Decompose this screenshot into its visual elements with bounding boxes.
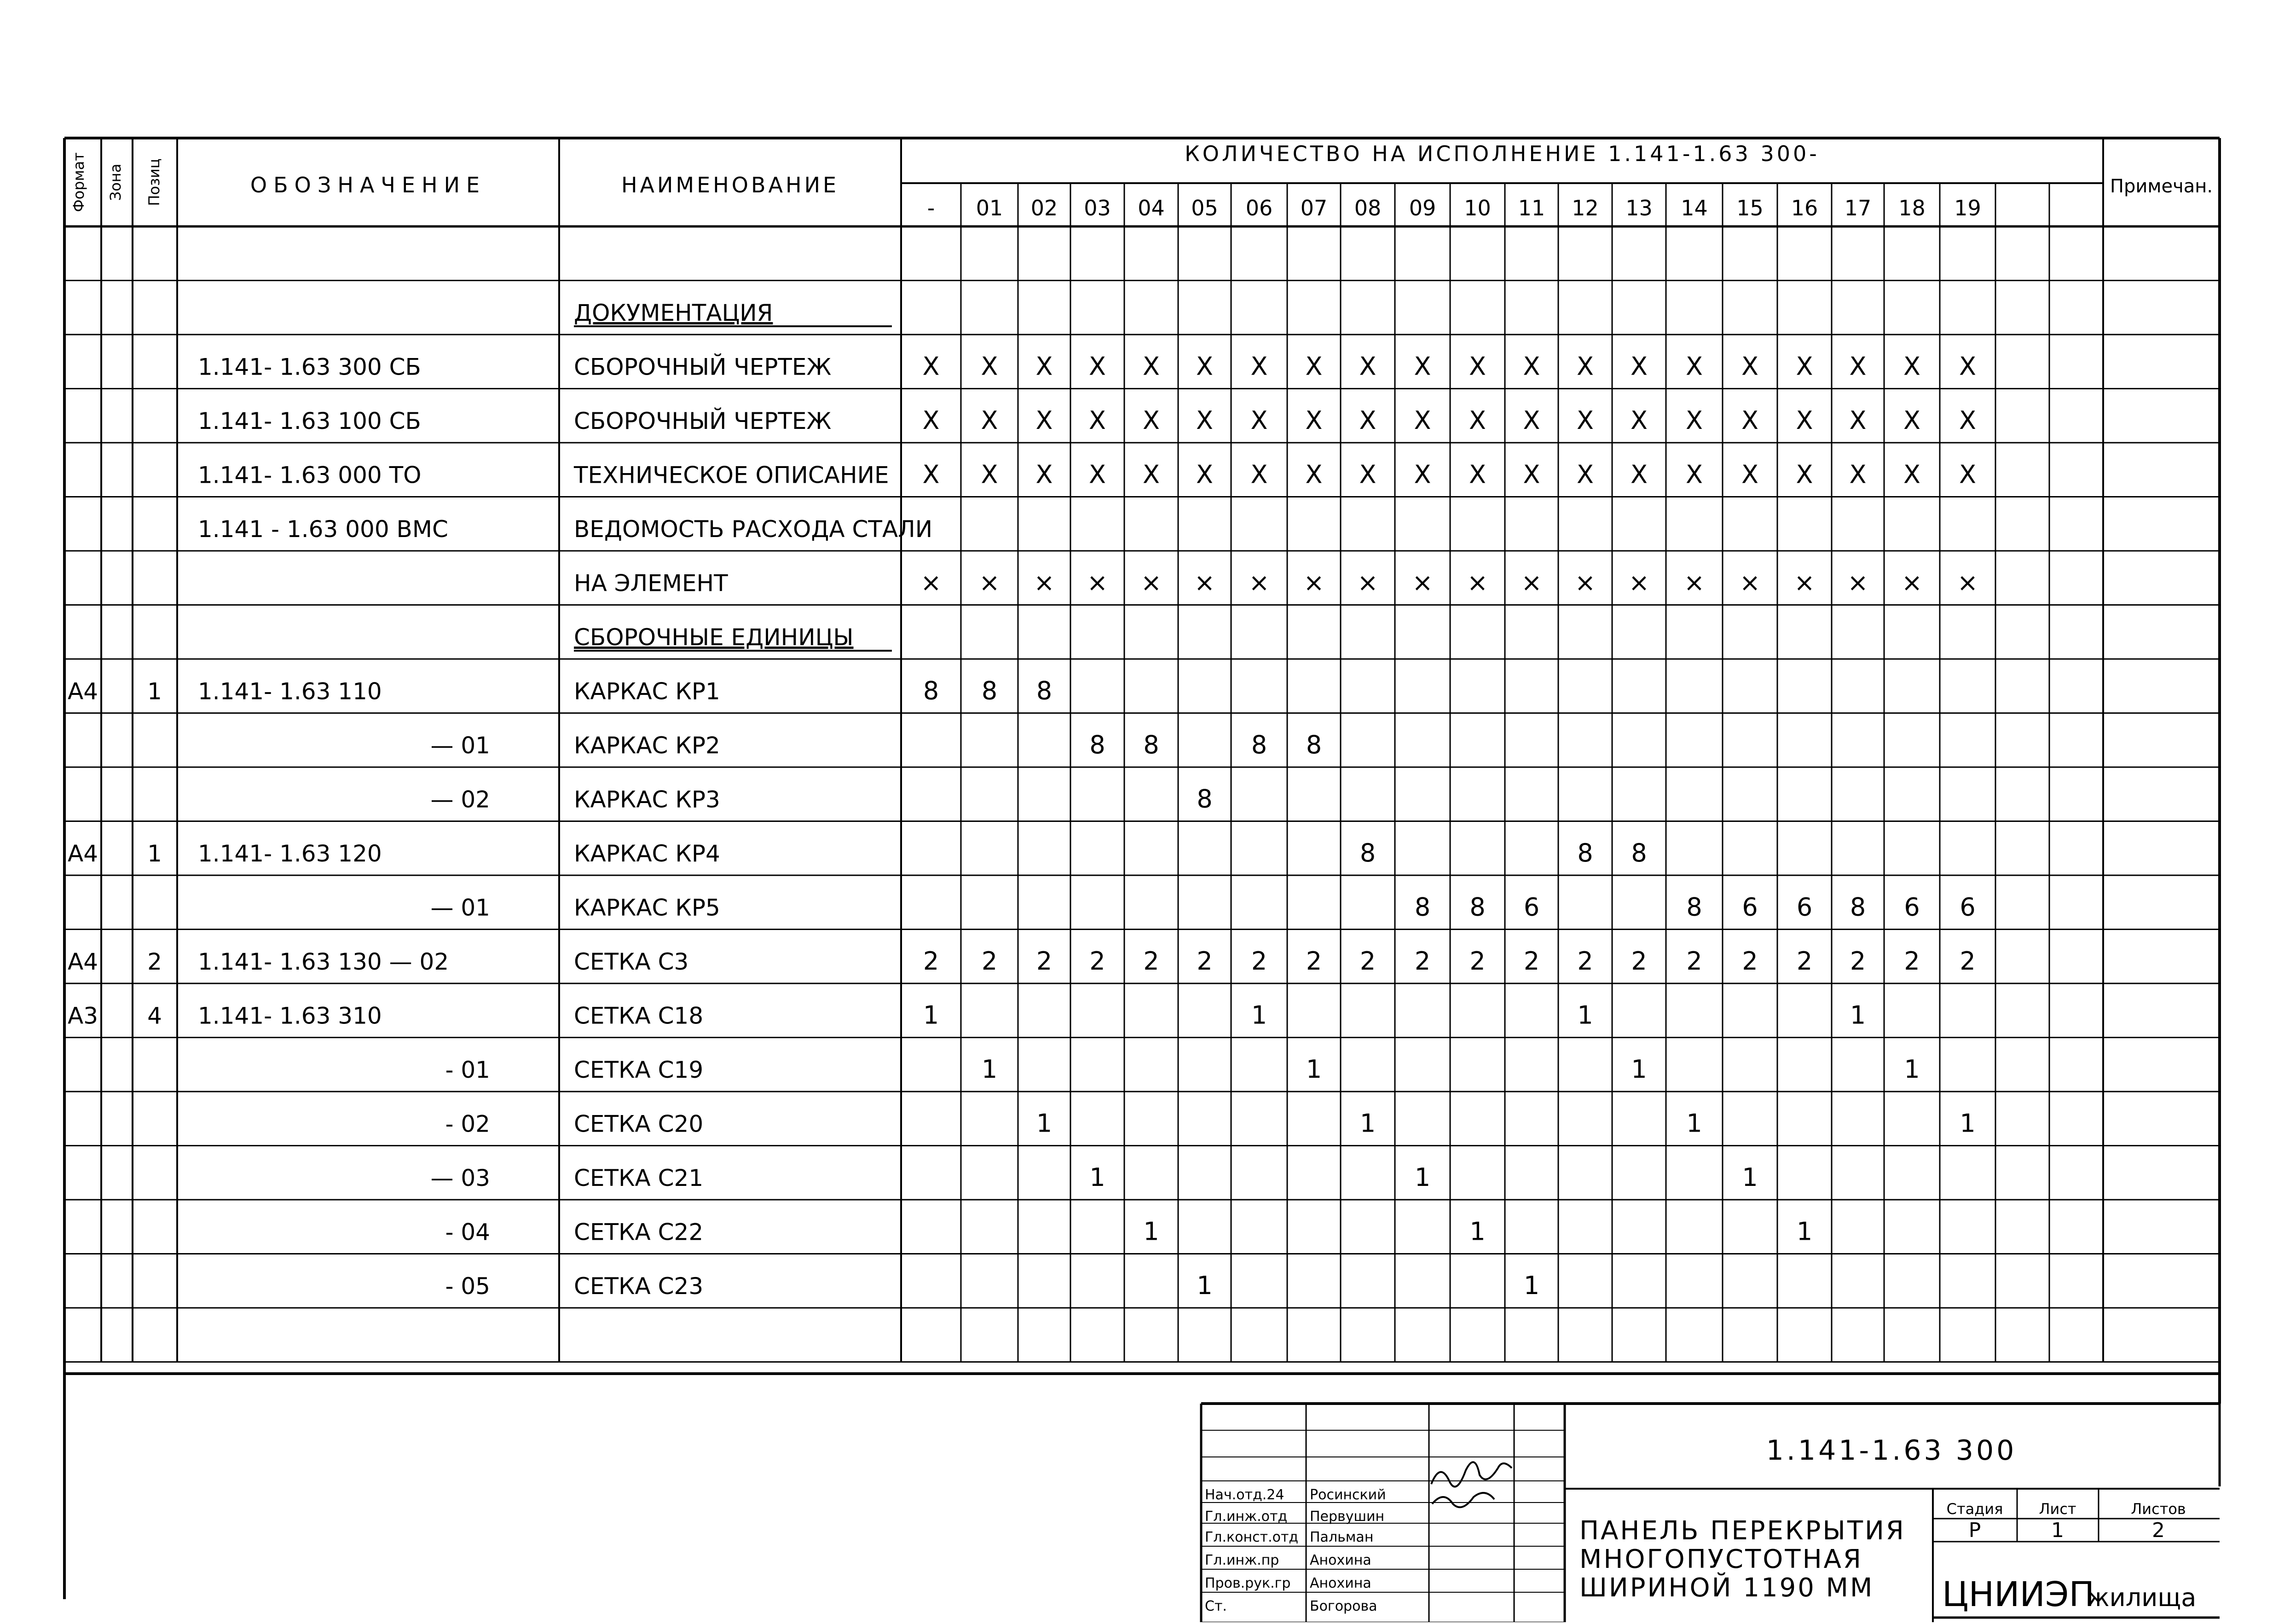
qty-cell-07: X (1305, 406, 1323, 435)
variant-col-02: 02 (1030, 196, 1058, 220)
qty-cell-15: X (1741, 460, 1758, 489)
variant-col-06: 06 (1245, 196, 1273, 220)
row-designation: — 03 (430, 1165, 490, 1191)
qty-cell-14: X (1686, 460, 1703, 489)
qty-cell-14: 2 (1686, 947, 1702, 976)
row-designation: — 01 (430, 732, 490, 759)
qty-cell-17: 2 (1850, 947, 1866, 976)
title-block (1201, 1404, 2220, 1622)
tb-organization: ЦНИИЭП (1942, 1575, 2095, 1614)
row-designation: 1.141- 1.63 110 (198, 678, 382, 705)
qty-cell-16: 6 (1796, 892, 1813, 922)
variant-col-01: 01 (976, 196, 1003, 220)
qty-cell-12: X (1577, 406, 1594, 435)
variant-col-04: 04 (1138, 196, 1165, 220)
tb-sig-name: Богорова (1310, 1598, 1377, 1614)
qty-cell-15: 1 (1742, 1163, 1758, 1192)
variant-col-05: 05 (1191, 196, 1218, 220)
qty-cell-03: 2 (1089, 947, 1105, 976)
header-format: Формат (70, 152, 87, 212)
qty-cell-18: × (1901, 568, 1923, 597)
tb-sig-name: Росинский (1310, 1487, 1386, 1503)
qty-cell--: × (920, 568, 942, 597)
qty-cell-13: X (1631, 352, 1648, 381)
qty-cell-02: 8 (1036, 676, 1052, 705)
row-format: А4 (67, 678, 98, 705)
qty-cell-10: 1 (1469, 1217, 1486, 1246)
qty-cell-05: 1 (1197, 1271, 1213, 1300)
qty-cell--: X (922, 460, 940, 489)
qty-cell-16: X (1796, 406, 1813, 435)
qty-cell-18: X (1903, 406, 1920, 435)
qty-cell-10: X (1469, 352, 1486, 381)
qty-cell-05: 2 (1197, 947, 1213, 976)
qty-cell-04: 1 (1143, 1217, 1159, 1246)
qty-cell-16: 2 (1796, 947, 1813, 976)
variant-col-10: 10 (1464, 196, 1491, 220)
qty-cell-06: 1 (1251, 1000, 1267, 1030)
qty-cell-08: 8 (1359, 838, 1376, 867)
qty-cell-11: 1 (1523, 1271, 1540, 1300)
tb-sig-role: Пров.рук.гр (1205, 1575, 1291, 1591)
qty-cell-19: × (1957, 568, 1978, 597)
qty-cell-17: 1 (1850, 1000, 1866, 1030)
row-designation: 1.141 - 1.63 000 ВМС (198, 516, 448, 543)
tb-document-code: 1.141-1.63 300 (1766, 1434, 2017, 1467)
qty-cell-03: × (1087, 568, 1108, 597)
qty-cell-13: × (1628, 568, 1650, 597)
qty-cell-08: 2 (1359, 947, 1376, 976)
qty-cell-12: X (1577, 352, 1594, 381)
qty-cell-18: X (1903, 352, 1920, 381)
variant-col-19: 19 (1954, 196, 1981, 220)
row-name: КАРКАС КР4 (574, 840, 720, 867)
tb-sig-role: Гл.инж.пр (1205, 1552, 1279, 1568)
tb-sheet-value: 1 (2051, 1519, 2064, 1542)
row-name: СЕТКА С19 (574, 1057, 704, 1083)
qty-cell-18: X (1903, 460, 1920, 489)
qty-cell-16: 1 (1796, 1217, 1813, 1246)
qty-cell-18: 2 (1904, 947, 1920, 976)
qty-cell-15: X (1741, 352, 1758, 381)
qty-cell-16: X (1796, 460, 1813, 489)
row-position: 4 (147, 1002, 162, 1029)
row-name: СБОРОЧНЫЙ ЧЕРТЕЖ (574, 408, 832, 434)
qty-cell-04: × (1140, 568, 1162, 597)
row-format: А4 (67, 840, 98, 867)
variant-col-12: 12 (1572, 196, 1599, 220)
section-heading: СБОРОЧНЫЕ ЕДИНИЦЫ (574, 624, 854, 651)
row-format: А3 (67, 1002, 98, 1029)
qty-cell-10: X (1469, 460, 1486, 489)
qty-cell-04: X (1143, 406, 1160, 435)
tb-title-line: ПАНЕЛЬ ПЕРЕКРЫТИЯ (1579, 1516, 1906, 1546)
row-name: СБОРОЧНЫЙ ЧЕРТЕЖ (574, 353, 832, 381)
qty-cell-01: 2 (981, 947, 998, 976)
tb-sheets-value: 2 (2152, 1519, 2165, 1542)
header-designation: ОБОЗНАЧЕНИЕ (250, 173, 486, 197)
qty-cell-02: X (1035, 406, 1053, 435)
header-position: Позиц (145, 158, 163, 206)
qty-cell-06: X (1250, 460, 1268, 489)
qty-cell--: 2 (923, 947, 939, 976)
variant-col-18: 18 (1898, 196, 1926, 220)
row-designation: - 05 (445, 1273, 490, 1300)
row-designation: 1.141- 1.63 310 (198, 1002, 382, 1029)
variant-col--: - (927, 196, 935, 220)
qty-cell-19: 6 (1960, 892, 1976, 922)
row-name: СЕТКА С20 (574, 1110, 704, 1138)
header-zone: Зона (107, 163, 124, 201)
qty-cell-02: X (1035, 352, 1053, 381)
row-name: КАРКАС КР2 (574, 732, 720, 759)
variant-col-16: 16 (1791, 196, 1818, 220)
qty-cell-02: 2 (1036, 947, 1052, 976)
tb-sig-name: Первушин (1310, 1508, 1385, 1525)
qty-cell-05: × (1194, 568, 1215, 597)
qty-cell-08: × (1357, 568, 1378, 597)
qty-cell-05: X (1196, 460, 1213, 489)
qty-cell-09: 2 (1414, 947, 1431, 976)
row-designation: - 04 (445, 1219, 490, 1246)
qty-cell-11: X (1523, 352, 1540, 381)
qty-cell-11: × (1521, 568, 1542, 597)
row-position: 2 (147, 948, 162, 975)
tb-stage-label: Стадия (1946, 1500, 2003, 1518)
qty-cell-04: X (1143, 460, 1160, 489)
qty-cell-10: 2 (1469, 947, 1486, 976)
header-note: Примечан. (2110, 176, 2213, 197)
qty-cell-15: X (1741, 406, 1758, 435)
variant-col-07: 07 (1300, 196, 1328, 220)
row-designation: - 02 (445, 1110, 490, 1138)
qty-cell-09: 1 (1414, 1163, 1431, 1192)
qty-cell-12: × (1574, 568, 1596, 597)
signature-scribble (1431, 1462, 1512, 1507)
qty-cell-09: × (1412, 568, 1433, 597)
qty-cell-03: X (1089, 406, 1106, 435)
qty-cell--: X (922, 406, 940, 435)
qty-cell-14: X (1686, 352, 1703, 381)
qty-cell-01: 1 (981, 1055, 998, 1084)
qty-cell-07: X (1305, 460, 1323, 489)
qty-cell-10: 8 (1469, 892, 1486, 922)
qty-cell-01: X (981, 352, 998, 381)
row-name: СЕТКА С3 (574, 948, 689, 975)
qty-cell-16: × (1794, 568, 1815, 597)
qty-cell-06: × (1249, 568, 1270, 597)
qty-cell-19: X (1959, 406, 1976, 435)
row-name: СЕТКА С21 (574, 1165, 704, 1191)
row-designation: — 01 (430, 894, 490, 921)
row-name: ВЕДОМОСТЬ РАСХОДА СТАЛИ (574, 516, 933, 543)
qty-cell-01: × (979, 568, 1000, 597)
variant-col-11: 11 (1518, 196, 1545, 220)
qty-cell-10: X (1469, 406, 1486, 435)
qty-cell-08: X (1359, 352, 1376, 381)
tb-sig-name: Анохина (1310, 1552, 1371, 1568)
qty-cell-12: 1 (1577, 1000, 1593, 1030)
variant-col-15: 15 (1736, 196, 1764, 220)
row-designation: 1.141- 1.63 000 ТО (198, 462, 422, 489)
tb-sig-name: Пальман (1310, 1529, 1374, 1545)
qty-cell-12: X (1577, 460, 1594, 489)
qty-cell-11: 6 (1523, 892, 1540, 922)
qty-cell-05: 8 (1197, 784, 1213, 814)
qty-cell-02: X (1035, 460, 1053, 489)
row-position: 1 (147, 678, 162, 705)
qty-cell-11: 2 (1523, 947, 1540, 976)
qty-cell-04: X (1143, 352, 1160, 381)
qty-cell-04: 2 (1143, 947, 1159, 976)
qty-cell-04: 8 (1143, 730, 1159, 759)
qty-cell-18: 6 (1904, 892, 1920, 922)
variant-col-14: 14 (1681, 196, 1708, 220)
qty-cell-13: 1 (1631, 1055, 1647, 1084)
qty-cell-13: X (1631, 406, 1648, 435)
row-format: А4 (67, 948, 98, 975)
qty-cell-02: × (1034, 568, 1055, 597)
qty-cell-05: X (1196, 406, 1213, 435)
qty-cell-14: 1 (1686, 1109, 1702, 1138)
qty-cell-07: 8 (1306, 730, 1322, 759)
tb-sig-role: Ст. (1205, 1598, 1227, 1614)
qty-cell-19: 1 (1960, 1109, 1976, 1138)
row-name: СЕТКА С23 (574, 1273, 704, 1300)
qty-cell-16: X (1796, 352, 1813, 381)
qty-cell-14: × (1683, 568, 1705, 597)
qty-cell-15: 2 (1742, 947, 1758, 976)
qty-cell-17: X (1849, 460, 1867, 489)
qty-cell-12: 8 (1577, 838, 1593, 867)
qty-cell-03: X (1089, 352, 1106, 381)
tb-title-line: МНОГОПУСТОТНАЯ (1579, 1544, 1863, 1574)
qty-cell-13: 8 (1631, 838, 1647, 867)
qty-cell-03: X (1089, 460, 1106, 489)
row-designation: 1.141- 1.63 300 СБ (198, 353, 421, 381)
qty-cell-10: × (1467, 568, 1488, 597)
table-text (68, 141, 2213, 1300)
row-designation: 1.141- 1.63 130 — 02 (198, 948, 449, 975)
qty-cell-06: X (1250, 352, 1268, 381)
qty-cell-07: × (1303, 568, 1324, 597)
qty-cell-17: X (1849, 352, 1867, 381)
row-designation: 1.141- 1.63 120 (198, 840, 382, 867)
row-name: КАРКАС КР3 (574, 786, 720, 813)
qty-cell-09: 8 (1414, 892, 1431, 922)
row-name: ТЕХНИЧЕСКОЕ ОПИСАНИЕ (574, 462, 889, 489)
tb-sheet-label: Лист (2039, 1500, 2076, 1518)
qty-cell-09: X (1414, 460, 1431, 489)
qty-cell-17: X (1849, 406, 1867, 435)
qty-cell-01: X (981, 460, 998, 489)
section-heading: ДОКУМЕНТАЦИЯ (574, 300, 773, 326)
qty-cell-19: X (1959, 460, 1976, 489)
qty-cell-19: X (1959, 352, 1976, 381)
tb-sheets-label: Листов (2131, 1500, 2186, 1518)
row-name: СЕТКА С18 (574, 1002, 704, 1029)
qty-cell-14: 8 (1686, 892, 1702, 922)
tb-organization-suffix: жилища (2087, 1583, 2197, 1612)
qty-cell-06: X (1250, 406, 1268, 435)
tb-sig-role: Нач.отд.24 (1205, 1487, 1284, 1503)
qty-cell-03: 1 (1089, 1163, 1105, 1192)
qty-cell-06: 8 (1251, 730, 1267, 759)
qty-cell-08: X (1359, 406, 1376, 435)
row-designation: 1.141- 1.63 100 СБ (198, 408, 421, 434)
row-name: КАРКАС КР1 (574, 678, 720, 705)
row-name: НА ЭЛЕМЕНТ (574, 570, 728, 597)
qty-cell-01: 8 (981, 676, 998, 705)
row-name: СЕТКА С22 (574, 1219, 704, 1246)
row-designation: — 02 (430, 786, 490, 813)
qty-cell-13: X (1631, 460, 1648, 489)
qty-cell-11: X (1523, 406, 1540, 435)
qty-cell-08: X (1359, 460, 1376, 489)
row-position: 1 (147, 840, 162, 867)
qty-cell-12: 2 (1577, 947, 1593, 976)
tb-title-line: ШИРИНОЙ 1190 ММ (1579, 1573, 1874, 1603)
variant-col-08: 08 (1354, 196, 1382, 220)
qty-cell-06: 2 (1251, 947, 1267, 976)
qty-cell-15: 6 (1742, 892, 1758, 922)
qty-cell-09: X (1414, 352, 1431, 381)
qty-cell-09: X (1414, 406, 1431, 435)
qty-cell-15: × (1739, 568, 1761, 597)
qty-cell-05: X (1196, 352, 1213, 381)
tb-stage-value: Р (1968, 1519, 1981, 1542)
tb-sig-role: Гл.конст.отд (1205, 1529, 1299, 1545)
qty-cell--: 8 (923, 676, 939, 705)
qty-cell-13: 2 (1631, 947, 1647, 976)
variant-col-13: 13 (1625, 196, 1653, 220)
variant-col-17: 17 (1844, 196, 1872, 220)
qty-cell-07: 2 (1306, 947, 1322, 976)
qty-cell-08: 1 (1359, 1109, 1376, 1138)
qty-cell-07: X (1305, 352, 1323, 381)
row-name: КАРКАС КР5 (574, 894, 720, 921)
qty-cell-18: 1 (1904, 1055, 1920, 1084)
variant-col-03: 03 (1084, 196, 1111, 220)
variant-col-09: 09 (1409, 196, 1436, 220)
header-quantity-title: КОЛИЧЕСТВО НА ИСПОЛНЕНИЕ 1.141-1.63 300- (1185, 141, 1820, 166)
qty-cell-01: X (981, 406, 998, 435)
qty-cell-11: X (1523, 460, 1540, 489)
qty-cell-17: 8 (1850, 892, 1866, 922)
qty-cell-02: 1 (1036, 1109, 1052, 1138)
qty-cell--: X (922, 352, 940, 381)
header-name: НАИМЕНОВАНИЕ (621, 173, 839, 197)
qty-cell--: 1 (923, 1000, 939, 1030)
qty-cell-19: 2 (1960, 947, 1976, 976)
tb-sig-name: Анохина (1310, 1575, 1371, 1591)
qty-cell-17: × (1847, 568, 1868, 597)
qty-cell-14: X (1686, 406, 1703, 435)
qty-cell-07: 1 (1306, 1055, 1322, 1084)
qty-cell-03: 8 (1089, 730, 1105, 759)
row-designation: - 01 (445, 1057, 490, 1083)
tb-sig-role: Гл.инж.отд (1205, 1508, 1288, 1525)
